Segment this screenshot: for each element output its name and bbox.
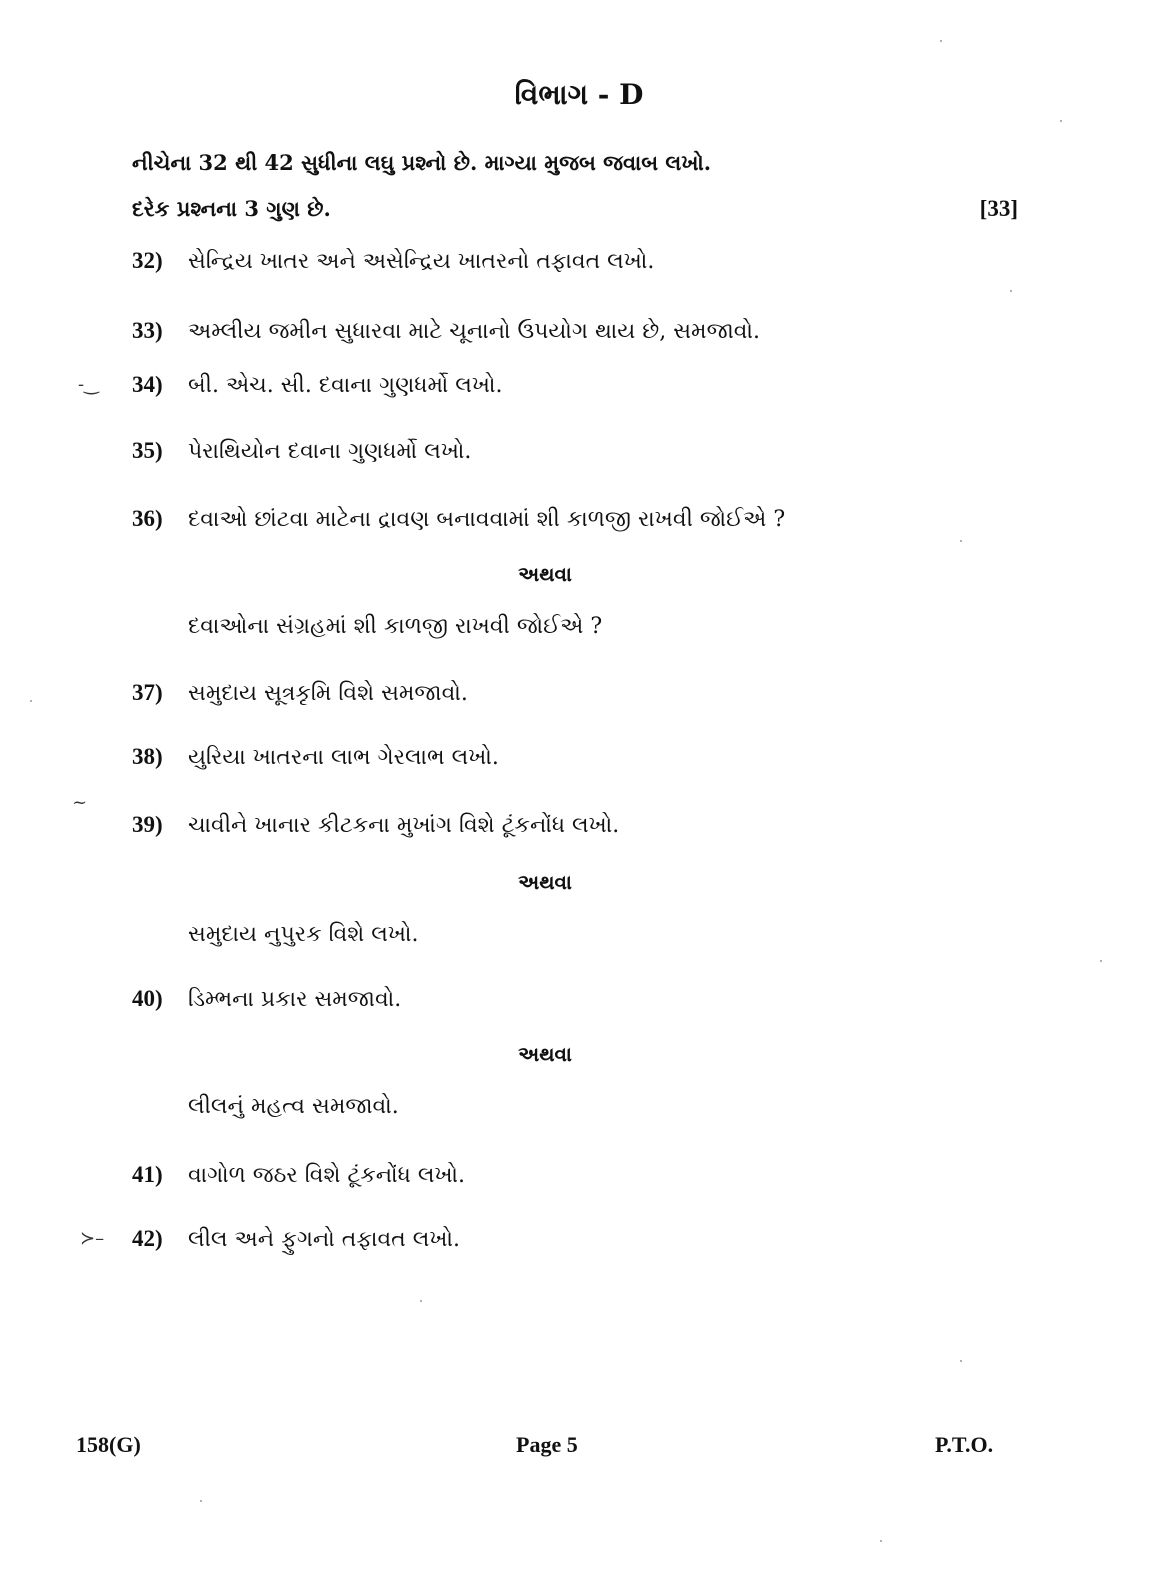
alternative-question-40: લીલનું મહત્વ સમજાવો.	[188, 1094, 399, 1119]
question-text: સમુદાય સૂત્રકૃમિ વિશે સમજાવો.	[188, 681, 468, 706]
pen-mark: ≻–	[80, 1228, 105, 1249]
alternative-question-36: દવાઓના સંગ્રહમાં શી કાળજી રાખવી જોઈએ ?	[188, 614, 603, 639]
section-title: વિભાગ - D	[514, 78, 644, 111]
question-36	[132, 506, 785, 532]
question-42	[132, 1226, 460, 1252]
question-text: લીલ અને ફુગનો તફાવત લખો.	[188, 1227, 460, 1252]
question-text: ડિમ્ભના પ્રકાર સમજાવો.	[188, 987, 402, 1012]
question-33	[132, 318, 760, 344]
question-39	[132, 812, 619, 838]
pen-mark: -‿	[78, 374, 99, 395]
question-number: 37)	[132, 680, 163, 705]
question-41	[132, 1162, 465, 1188]
section-marks: [33]	[979, 196, 1018, 221]
question-number: 39)	[132, 812, 163, 837]
question-number: 41)	[132, 1162, 163, 1187]
question-text: અમ્લીય જમીન સુધારવા માટે ચૂનાનો ઉપયોગ થાય છે, સમજાવો.	[188, 319, 760, 344]
question-text: પેરાથિયોન દવાના ગુણધર્મો લખો.	[188, 439, 472, 464]
paper-code: 158(G)	[76, 1432, 141, 1457]
question-35	[132, 438, 471, 464]
question-number: 32)	[132, 248, 163, 273]
question-number: 34)	[132, 372, 163, 397]
scan-speck	[940, 40, 942, 42]
question-text: યુરિયા ખાતરના લાભ ગેરલાભ લખો.	[188, 745, 499, 770]
question-number: 38)	[132, 744, 163, 769]
scan-speck	[960, 1360, 962, 1362]
instruction-line-2: દરેક પ્રશ્નના 3 ગુણ છે.	[132, 196, 331, 221]
question-38	[132, 744, 499, 770]
pto-label: P.T.O.	[935, 1432, 994, 1457]
scan-speck	[1060, 120, 1062, 122]
scan-speck	[880, 1540, 882, 1542]
or-label: અથવા	[518, 562, 572, 586]
question-37	[132, 680, 468, 706]
alternative-question-39: સમુદાય નુપુરક વિશે લખો.	[188, 922, 419, 947]
or-label: અથવા	[518, 870, 572, 894]
or-label: અથવા	[518, 1042, 572, 1066]
question-text: બી. એચ. સી. દવાના ગુણધર્મો લખો.	[188, 373, 503, 398]
scan-speck	[1100, 960, 1102, 962]
question-40	[132, 986, 401, 1012]
scan-speck	[420, 1300, 422, 1302]
question-text: સેન્દ્રિય ખાતર અને અસેન્દ્રિય ખાતરનો તફાવત લખો.	[188, 249, 655, 274]
question-34	[132, 372, 502, 398]
scan-speck	[1010, 290, 1012, 292]
question-number: 35)	[132, 438, 163, 463]
question-text: દવાઓ છાંટવા માટેના દ્રાવણ બનાવવામાં શી કાળજી રાખવી જોઈએ ?	[188, 507, 786, 532]
question-number: 33)	[132, 318, 163, 343]
question-number: 40)	[132, 986, 163, 1011]
question-32	[132, 248, 654, 274]
question-text: ચાવીને ખાનાર કીટકના મુખાંગ વિશે ટૂંકનોંધ લખો.	[188, 813, 620, 838]
page-number: Page 5	[516, 1432, 578, 1457]
pen-mark: ~	[72, 792, 88, 813]
scan-speck	[30, 700, 32, 702]
question-number: 42)	[132, 1226, 163, 1251]
scan-speck	[960, 540, 962, 542]
question-number: 36)	[132, 506, 163, 531]
scan-speck	[200, 1500, 202, 1502]
instruction-line-1: નીચેના 32 થી 42 સુધીના લઘુ પ્રશ્નો છે. માગ્યા મુજબ જવાબ લખો.	[132, 150, 712, 175]
question-text: વાગોળ જઠર વિશે ટૂંકનોંધ લખો.	[188, 1163, 466, 1188]
